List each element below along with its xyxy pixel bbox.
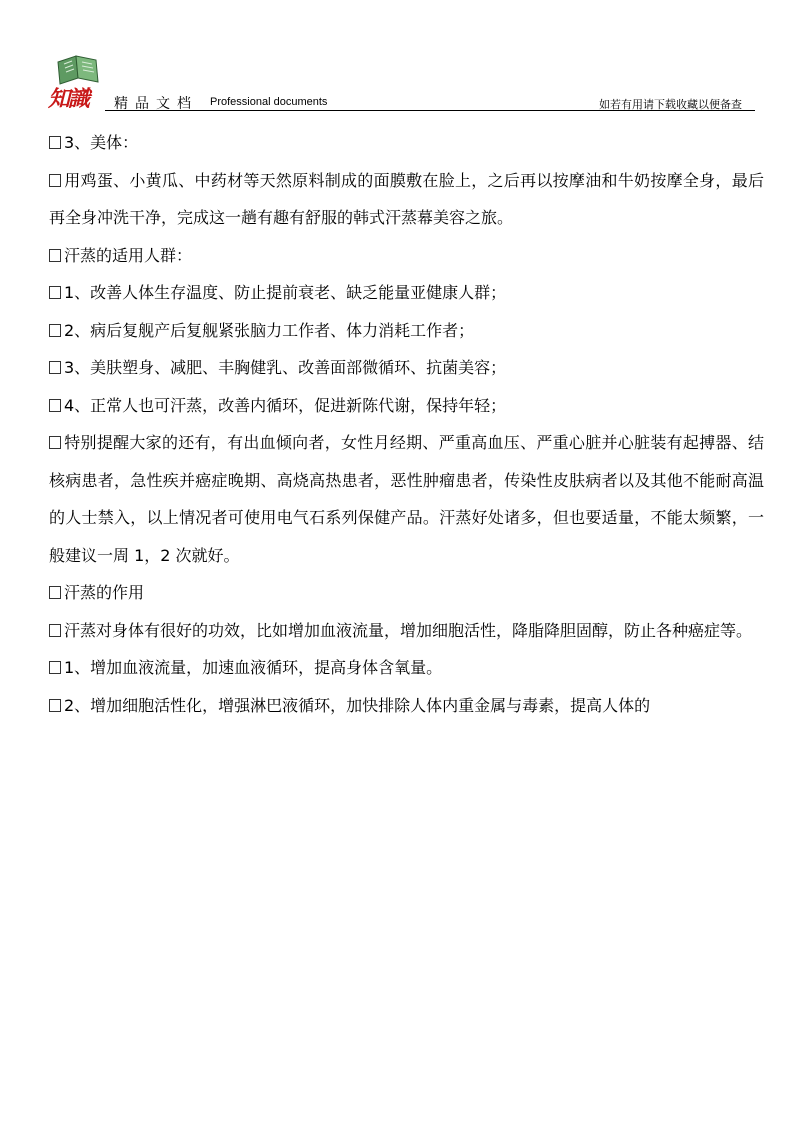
paragraph (49, 649, 764, 687)
paragraph-text: 3、美体： (64, 133, 139, 152)
logo (46, 52, 106, 112)
paragraph (49, 424, 764, 574)
paragraph-text: 1、改善人体生存温度、防止提前衰老、缺乏能量亚健康人群； (64, 283, 507, 302)
header-subtitle: Professional documents (210, 96, 328, 108)
paragraph-text: 3、美肤塑身、减肥、丰胸健乳、改善面部微循环、抗菌美容； (64, 358, 507, 377)
checkbox-glyph-icon (49, 286, 61, 299)
paragraph (49, 349, 764, 387)
paragraph (49, 687, 764, 725)
paragraph (49, 162, 764, 237)
document-body (49, 124, 764, 724)
checkbox-glyph-icon (49, 586, 61, 599)
checkbox-glyph-icon (49, 436, 61, 449)
paragraph-text: 汗蒸的作用 (64, 583, 145, 602)
paragraph (49, 612, 764, 650)
paragraph (49, 124, 764, 162)
paragraph (49, 312, 764, 350)
header-note: 如若有用请下载收藏以便备查 (599, 98, 742, 111)
header-divider (105, 110, 755, 111)
checkbox-glyph-icon (49, 249, 61, 262)
paragraph-text: 特别提醒大家的还有，有出血倾向者，女性月经期、严重高血压、严重心脏并心脏装有起搏器、结核病患者，急性疾并癌症晚期、高烧高热患者，恶性肿瘤患者，传染性皮肤病者以及其他不能耐高温的人士禁入，以上情况者可使用电气石系列保健产品。汗蒸好处诸多，但也要适量，不能太频繁，一般建议一周 1，2 次就好。 (49, 433, 764, 565)
paragraph-text: 2、病后复舰产后复舰紧张脑力工作者、体力消耗工作者； (64, 320, 475, 340)
paragraph-text: 汗蒸的适用人群： (64, 245, 193, 265)
checkbox-glyph-icon (49, 661, 61, 674)
paragraph-text: 1、增加血液流量，加速血液循环，提高身体含氧量。 (64, 658, 443, 677)
paragraph (49, 237, 764, 275)
paragraph-text: 汗蒸对身体有很好的功效，比如增加血液流量，增加细胞活性，降脂降胆固醇，防止各种癌症等。 (64, 620, 753, 640)
paragraph-text: 用鸡蛋、小黄瓜、中药材等天然原料制成的面膜敷在脸上，之后再以按摩油和牛奶按摩全身，最后再全身冲洗干净，完成这一趟有趣有舒服的韩式汗蒸幕美容之旅。 (49, 170, 764, 227)
checkbox-glyph-icon (49, 174, 61, 187)
checkbox-glyph-icon (49, 136, 61, 149)
paragraph-text: 2、增加细胞活性化，增强淋巴液循环，加快排除人体内重金属与毒素，提高人体的 (64, 695, 651, 715)
checkbox-glyph-icon (49, 624, 61, 637)
logo-wordmark: 知識 (48, 86, 89, 112)
checkbox-glyph-icon (49, 361, 61, 374)
checkbox-glyph-icon (49, 399, 61, 412)
checkbox-glyph-icon (49, 699, 61, 712)
paragraph-text: 4、正常人也可汗蒸，改善内循环，促进新陈代谢，保持年轻； (64, 395, 507, 415)
paragraph (49, 574, 764, 612)
checkbox-glyph-icon (49, 324, 61, 337)
paragraph (49, 387, 764, 425)
page-header (0, 0, 794, 112)
paragraph (49, 274, 764, 312)
header-title: 精品文档 (114, 96, 198, 112)
book-icon (56, 52, 100, 86)
